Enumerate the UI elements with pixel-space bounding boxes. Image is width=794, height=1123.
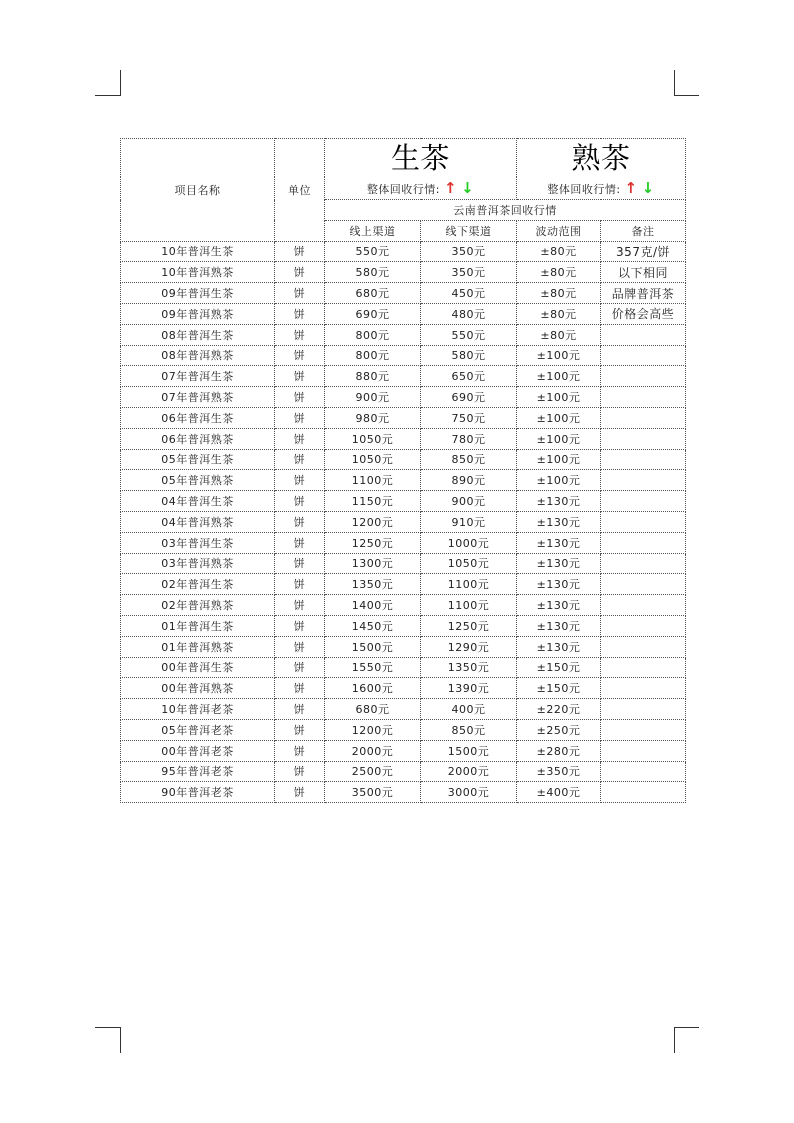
- crop-mark-top-left: [120, 70, 121, 96]
- crop-mark-bottom-right: [674, 1027, 675, 1053]
- offline-price-cell: 1250元: [421, 615, 517, 636]
- item-name-cell: 04年普洱生茶: [121, 491, 275, 512]
- table-row: [121, 657, 686, 678]
- range-cell: ±130元: [517, 574, 601, 595]
- offline-price-cell: 1500元: [421, 740, 517, 761]
- range-cell: ±80元: [517, 241, 601, 262]
- note-cell: [601, 636, 686, 657]
- note-cell: [601, 324, 686, 345]
- online-price-cell: 3500元: [325, 782, 421, 803]
- online-price-cell: 880元: [325, 366, 421, 387]
- item-name-cell: 02年普洱熟茶: [121, 595, 275, 616]
- trend-label: 整体回收行情:: [547, 183, 621, 196]
- item-name-cell: 04年普洱熟茶: [121, 511, 275, 532]
- table-row: [121, 615, 686, 636]
- raw-tea-trend: [325, 177, 517, 200]
- range-cell: ±130元: [517, 636, 601, 657]
- crop-mark-bottom-left: [95, 1027, 120, 1028]
- item-name-cell: 10年普洱生茶: [121, 241, 275, 262]
- online-price-cell: 1100元: [325, 470, 421, 491]
- item-name-cell: 06年普洱生茶: [121, 407, 275, 428]
- online-price-cell: 690元: [325, 303, 421, 324]
- crop-mark-bottom-left: [120, 1027, 121, 1053]
- item-name-cell: 08年普洱生茶: [121, 324, 275, 345]
- header-note: 备注: [601, 220, 686, 241]
- offline-price-cell: 2000元: [421, 761, 517, 782]
- note-cell: [601, 699, 686, 720]
- range-cell: ±150元: [517, 678, 601, 699]
- offline-price-cell: 1350元: [421, 657, 517, 678]
- table-row: [121, 449, 686, 470]
- unit-cell: 饼: [275, 532, 325, 553]
- online-price-cell: 2000元: [325, 740, 421, 761]
- crop-mark-bottom-right: [674, 1027, 699, 1028]
- note-cell: [601, 387, 686, 408]
- offline-price-cell: 780元: [421, 428, 517, 449]
- item-name-cell: 10年普洱老茶: [121, 699, 275, 720]
- note-cell: [601, 657, 686, 678]
- note-cell: [601, 678, 686, 699]
- table-row: [121, 262, 686, 283]
- offline-price-cell: 550元: [421, 324, 517, 345]
- table-row: [121, 241, 686, 262]
- table-row: [121, 782, 686, 803]
- note-cell: [601, 740, 686, 761]
- table-row: [121, 387, 686, 408]
- online-price-cell: 800元: [325, 345, 421, 366]
- unit-cell: 饼: [275, 283, 325, 304]
- table-row: [121, 553, 686, 574]
- online-price-cell: 1500元: [325, 636, 421, 657]
- online-price-cell: 1050元: [325, 449, 421, 470]
- item-name-cell: 01年普洱熟茶: [121, 636, 275, 657]
- item-name-cell: 08年普洱熟茶: [121, 345, 275, 366]
- table-row: [121, 470, 686, 491]
- range-cell: ±100元: [517, 387, 601, 408]
- up-arrow-icon: ↑: [444, 179, 458, 197]
- item-name-cell: 03年普洱生茶: [121, 532, 275, 553]
- crop-mark-top-right: [674, 70, 675, 96]
- offline-price-cell: 650元: [421, 366, 517, 387]
- unit-cell: 饼: [275, 595, 325, 616]
- note-cell: 价格会高些: [601, 303, 686, 324]
- item-name-cell: 02年普洱生茶: [121, 574, 275, 595]
- unit-cell: 饼: [275, 719, 325, 740]
- up-arrow-icon: ↑: [624, 179, 638, 197]
- item-name-cell: 07年普洱熟茶: [121, 387, 275, 408]
- item-name-cell: 90年普洱老茶: [121, 782, 275, 803]
- online-price-cell: 980元: [325, 407, 421, 428]
- item-name-cell: 00年普洱熟茶: [121, 678, 275, 699]
- range-cell: ±400元: [517, 782, 601, 803]
- trend-label: 整体回收行情:: [366, 183, 441, 196]
- table-row: [121, 636, 686, 657]
- offline-price-cell: 1390元: [421, 678, 517, 699]
- down-arrow-icon: ↓: [641, 179, 655, 197]
- online-price-cell: 1450元: [325, 615, 421, 636]
- unit-cell: 饼: [275, 241, 325, 262]
- unit-cell: 饼: [275, 324, 325, 345]
- item-name-cell: 95年普洱老茶: [121, 761, 275, 782]
- online-price-cell: 900元: [325, 387, 421, 408]
- item-name-cell: 01年普洱生茶: [121, 615, 275, 636]
- offline-price-cell: 900元: [421, 491, 517, 512]
- online-price-cell: 1200元: [325, 511, 421, 532]
- unit-cell: 饼: [275, 470, 325, 491]
- header-range: 波动范围: [517, 220, 601, 241]
- offline-price-cell: 400元: [421, 699, 517, 720]
- note-cell: [601, 532, 686, 553]
- range-cell: ±350元: [517, 761, 601, 782]
- online-price-cell: 1050元: [325, 428, 421, 449]
- note-cell: [601, 553, 686, 574]
- offline-price-cell: 890元: [421, 470, 517, 491]
- unit-cell: 饼: [275, 636, 325, 657]
- item-name-cell: 05年普洱老茶: [121, 719, 275, 740]
- note-cell: [601, 782, 686, 803]
- unit-cell: 饼: [275, 366, 325, 387]
- online-price-cell: 1550元: [325, 657, 421, 678]
- table-row: [121, 574, 686, 595]
- item-name-cell: 03年普洱熟茶: [121, 553, 275, 574]
- table-row: [121, 740, 686, 761]
- crop-mark-top-left: [95, 95, 120, 96]
- table-row: [121, 428, 686, 449]
- unit-cell: 饼: [275, 491, 325, 512]
- note-cell: [601, 511, 686, 532]
- range-cell: ±80元: [517, 303, 601, 324]
- item-name-cell: 10年普洱熟茶: [121, 262, 275, 283]
- crop-mark-top-right: [674, 95, 699, 96]
- range-cell: ±130元: [517, 553, 601, 574]
- online-price-cell: 550元: [325, 241, 421, 262]
- note-cell: [601, 595, 686, 616]
- offline-price-cell: 750元: [421, 407, 517, 428]
- table-row: [121, 511, 686, 532]
- offline-price-cell: 850元: [421, 719, 517, 740]
- section-title: 云南普洱茶回收行情: [325, 200, 686, 221]
- unit-cell: 饼: [275, 699, 325, 720]
- item-name-cell: 06年普洱熟茶: [121, 428, 275, 449]
- online-price-cell: 1600元: [325, 678, 421, 699]
- note-cell: [601, 719, 686, 740]
- tea-price-table: [120, 138, 686, 803]
- unit-cell: 饼: [275, 262, 325, 283]
- table-row: [121, 407, 686, 428]
- unit-cell: 饼: [275, 574, 325, 595]
- range-cell: ±280元: [517, 740, 601, 761]
- note-cell: [601, 449, 686, 470]
- online-price-cell: 2500元: [325, 761, 421, 782]
- table-row: [121, 283, 686, 304]
- online-price-cell: 580元: [325, 262, 421, 283]
- table-row: [121, 532, 686, 553]
- unit-cell: 饼: [275, 740, 325, 761]
- online-price-cell: 1300元: [325, 553, 421, 574]
- item-name-cell: 00年普洱老茶: [121, 740, 275, 761]
- offline-price-cell: 350元: [421, 262, 517, 283]
- item-name-cell: 09年普洱熟茶: [121, 303, 275, 324]
- unit-cell: 饼: [275, 345, 325, 366]
- header-online: 线上渠道: [325, 220, 421, 241]
- range-cell: ±130元: [517, 615, 601, 636]
- online-price-cell: 680元: [325, 699, 421, 720]
- offline-price-cell: 690元: [421, 387, 517, 408]
- table-row: [121, 366, 686, 387]
- offline-price-cell: 580元: [421, 345, 517, 366]
- table-row: [121, 699, 686, 720]
- offline-price-cell: 480元: [421, 303, 517, 324]
- item-name-cell: 05年普洱熟茶: [121, 470, 275, 491]
- unit-cell: 饼: [275, 449, 325, 470]
- header-offline: 线下渠道: [421, 220, 517, 241]
- offline-price-cell: 3000元: [421, 782, 517, 803]
- range-cell: ±130元: [517, 532, 601, 553]
- range-cell: ±150元: [517, 657, 601, 678]
- online-price-cell: 800元: [325, 324, 421, 345]
- unit-cell: 饼: [275, 387, 325, 408]
- table-row: [121, 345, 686, 366]
- offline-price-cell: 1100元: [421, 574, 517, 595]
- table-row: [121, 761, 686, 782]
- note-cell: [601, 761, 686, 782]
- offline-price-cell: 1000元: [421, 532, 517, 553]
- item-name-cell: 09年普洱生茶: [121, 283, 275, 304]
- online-price-cell: 1350元: [325, 574, 421, 595]
- online-price-cell: 1400元: [325, 595, 421, 616]
- header-item-name: 项目名称: [121, 139, 275, 242]
- online-price-cell: 1250元: [325, 532, 421, 553]
- item-name-cell: 07年普洱生茶: [121, 366, 275, 387]
- note-cell: [601, 491, 686, 512]
- note-cell: [601, 574, 686, 595]
- offline-price-cell: 1290元: [421, 636, 517, 657]
- table-row: [121, 719, 686, 740]
- item-name-cell: 05年普洱生茶: [121, 449, 275, 470]
- unit-cell: 饼: [275, 678, 325, 699]
- range-cell: ±250元: [517, 719, 601, 740]
- table-row: [121, 678, 686, 699]
- ripe-tea-trend: [517, 177, 686, 200]
- range-cell: ±130元: [517, 595, 601, 616]
- note-cell: [601, 366, 686, 387]
- unit-cell: 饼: [275, 615, 325, 636]
- range-cell: ±100元: [517, 407, 601, 428]
- range-cell: ±100元: [517, 366, 601, 387]
- offline-price-cell: 350元: [421, 241, 517, 262]
- note-cell: [601, 345, 686, 366]
- unit-cell: 饼: [275, 303, 325, 324]
- raw-tea-title: 生茶: [325, 139, 517, 178]
- range-cell: ±100元: [517, 345, 601, 366]
- unit-cell: 饼: [275, 782, 325, 803]
- header-unit: 单位: [275, 139, 325, 242]
- online-price-cell: 680元: [325, 283, 421, 304]
- unit-cell: 饼: [275, 657, 325, 678]
- note-cell: 以下相同: [601, 262, 686, 283]
- unit-cell: 饼: [275, 553, 325, 574]
- table-row: [121, 303, 686, 324]
- offline-price-cell: 450元: [421, 283, 517, 304]
- note-cell: [601, 615, 686, 636]
- range-cell: ±80元: [517, 262, 601, 283]
- range-cell: ±100元: [517, 428, 601, 449]
- offline-price-cell: 1050元: [421, 553, 517, 574]
- offline-price-cell: 910元: [421, 511, 517, 532]
- range-cell: ±100元: [517, 449, 601, 470]
- note-cell: 357克/饼: [601, 241, 686, 262]
- range-cell: ±130元: [517, 491, 601, 512]
- unit-cell: 饼: [275, 407, 325, 428]
- online-price-cell: 1150元: [325, 491, 421, 512]
- range-cell: ±80元: [517, 283, 601, 304]
- ripe-tea-title: 熟茶: [517, 139, 686, 178]
- table-row: [121, 324, 686, 345]
- down-arrow-icon: ↓: [461, 179, 475, 197]
- online-price-cell: 1200元: [325, 719, 421, 740]
- range-cell: ±220元: [517, 699, 601, 720]
- note-cell: 品牌普洱茶: [601, 283, 686, 304]
- offline-price-cell: 850元: [421, 449, 517, 470]
- table-row: [121, 595, 686, 616]
- note-cell: [601, 470, 686, 491]
- range-cell: ±130元: [517, 511, 601, 532]
- note-cell: [601, 428, 686, 449]
- offline-price-cell: 1100元: [421, 595, 517, 616]
- item-name-cell: 00年普洱生茶: [121, 657, 275, 678]
- unit-cell: 饼: [275, 511, 325, 532]
- table-row: [121, 491, 686, 512]
- unit-cell: 饼: [275, 761, 325, 782]
- range-cell: ±80元: [517, 324, 601, 345]
- range-cell: ±100元: [517, 470, 601, 491]
- note-cell: [601, 407, 686, 428]
- unit-cell: 饼: [275, 428, 325, 449]
